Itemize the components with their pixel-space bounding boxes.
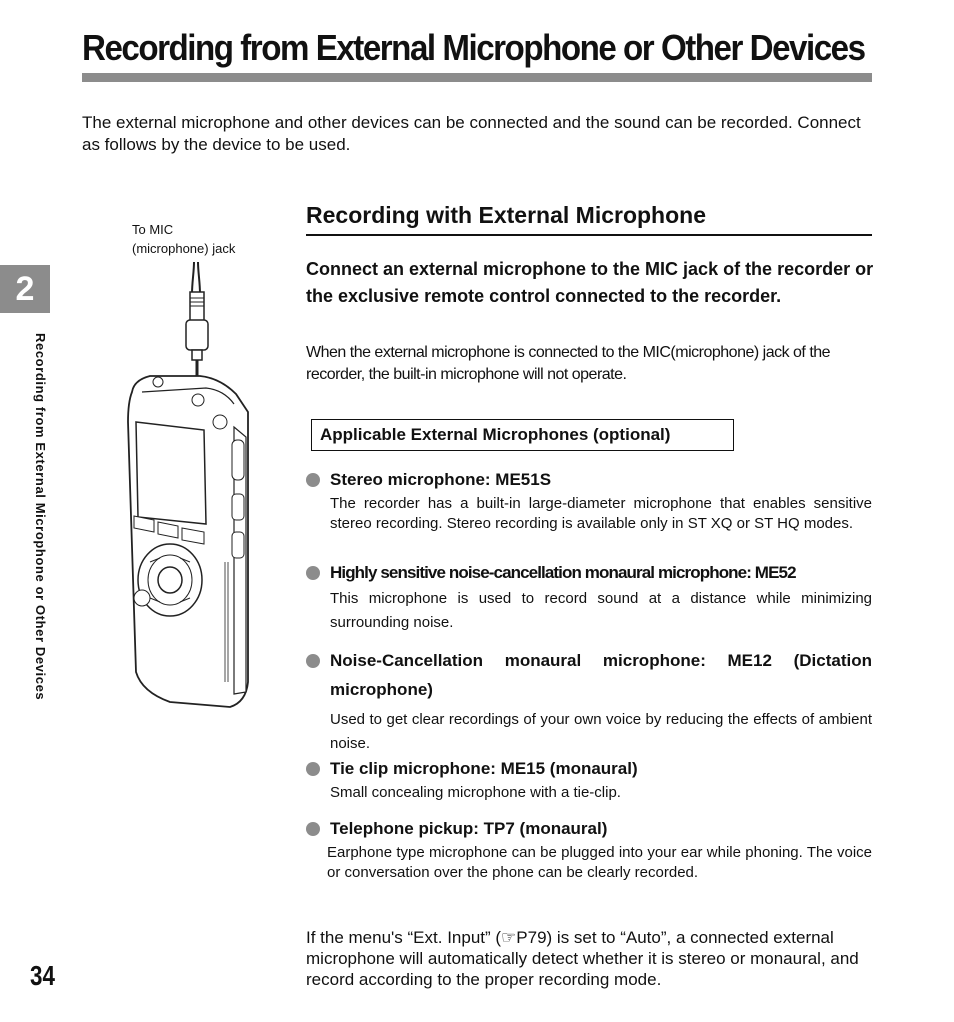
bullet-icon (306, 822, 320, 836)
microphone-name: Telephone pickup: TP7 (monaural) (330, 819, 608, 838)
instruction-lead: Connect an external microphone to the MIC jack of the recorder or the exclusive remote control connected to the recorder. (306, 259, 874, 306)
microphones-box-label: Applicable External Microphones (optional) (311, 419, 734, 451)
list-item (306, 646, 872, 756)
instruction-note: When the external microphone is connected to the MIC(microphone) jack of the recorder, the built-in microphone will not operate. (306, 344, 831, 383)
figure-caption (132, 220, 235, 258)
microphone-description: The recorder has a built-in large-diameter microphone that enables sensitive stereo recording. Stereo recording is available only in ST XQ or ST HQ modes. (330, 495, 872, 532)
microphone-description: Earphone type microphone can be plugged into your ear while phoning. The voice or conversation over the phone can be clearly recorded. (327, 844, 872, 881)
bullet-icon (306, 762, 320, 776)
recorder-illustration (120, 262, 260, 712)
side-chapter-label: Recording from External Microphone or Other Devices (33, 333, 48, 701)
list-item (306, 819, 872, 883)
bullet-icon (306, 566, 320, 580)
intro-paragraph: The external microphone and other devices can be connected and the sound can be recorded. Connect as follows by the device to be used. (82, 113, 861, 154)
list-item (306, 759, 872, 803)
bullet-icon (306, 654, 320, 668)
figure-caption-line2: (microphone) jack (132, 241, 236, 256)
bullet-icon (306, 473, 320, 487)
chapter-tab: 2 (0, 265, 50, 313)
microphone-name: Tie clip microphone: ME15 (monaural) (330, 759, 638, 778)
title-rule (82, 73, 872, 82)
list-item (306, 563, 872, 635)
footer-note: If the menu's “Ext. Input” (☞P79) is set to “Auto”, a connected external microphone will automatically detect whether it is stereo or monaural, and record according to the proper recording mode. (306, 928, 859, 989)
microphone-description: Used to get clear recordings of your own voice by reducing the effects of ambient noise. (330, 711, 872, 752)
page-number: 34 (30, 960, 55, 991)
microphone-name: Stereo microphone: ME51S (330, 470, 552, 489)
microphone-description: This microphone is used to record sound at a distance while minimizing surrounding noise. (330, 590, 872, 631)
microphone-description: Small concealing microphone with a tie-clip. (330, 784, 621, 801)
microphone-name: Highly sensitive noise-cancellation monaural microphone: ME52 (330, 563, 796, 582)
section-rule (306, 234, 872, 236)
page-title: Recording from External Microphone or Other Devices (82, 27, 865, 68)
list-item (306, 470, 872, 534)
section-title: Recording with External Microphone (306, 202, 706, 228)
figure-caption-line1: To MIC (132, 222, 174, 237)
microphone-name: Noise-Cancellation monaural microphone: ME12 (Dictation microphone) (330, 651, 872, 699)
